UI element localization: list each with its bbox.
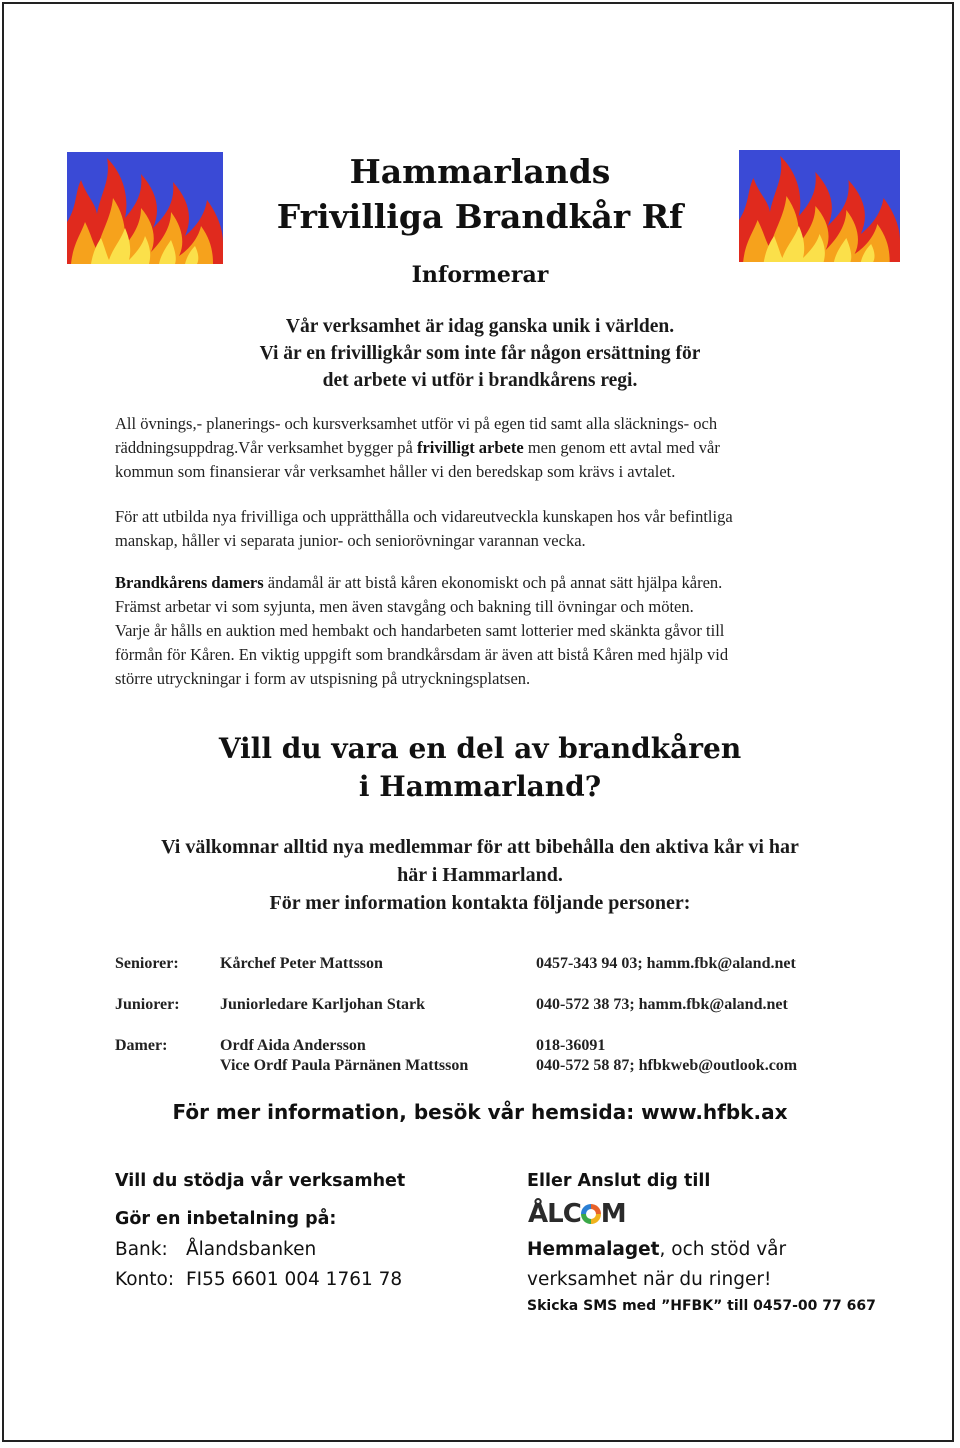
intro-line-2: Vi är en frivilligkår som inte får någon ersättning för <box>259 343 701 364</box>
p2-line-2: manskap, håller vi separata junior- och seniorövningar varannan vecka. <box>115 531 586 550</box>
welcome-line-2: här i Hammarland. <box>397 864 563 886</box>
alcom-line-1 <box>527 1239 786 1260</box>
p3-line-3: Varje år hålls en auktion med hembakt och handarbeten samt lotterier med skänkta gåvor till <box>115 621 725 640</box>
p3-emphasis: Brandkårens damers <box>115 573 264 592</box>
intro-line-1: Vår verksamhet är idag ganska unik i världen. <box>285 316 675 337</box>
contact-category: Seniorer: <box>115 955 179 972</box>
account-label: Konto: <box>115 1269 175 1290</box>
contact-phone: 040-572 58 87; hfbkweb@outlook.com <box>536 1057 798 1074</box>
bank-value: Ålandsbanken <box>186 1239 317 1260</box>
payment-heading: Gör en inbetalning på: <box>115 1209 337 1229</box>
contact-phone: 0457-343 94 03; hamm.fbk@aland.net <box>536 955 796 972</box>
alcom-logo-text: ÅLC <box>528 1199 581 1229</box>
p3-line-2: Främst arbetar vi som syjunta, men även stavgång och bakning till övningar och möten. <box>115 597 694 616</box>
p1-emphasis: frivilligt arbete <box>416 438 524 457</box>
alcom-emphasis: Hemmalaget <box>527 1239 660 1260</box>
contact-category: Juniorer: <box>115 996 180 1013</box>
p1-line-1: All övnings,- planerings- och kursverksamhet utför vi på egen tid samt alla släcknings- och <box>115 414 718 433</box>
p3-text: ändamål är att bistå kåren ekonomiskt och på annat sätt hjälpa kåren. <box>263 573 723 592</box>
recruit-line-1: Vill du vara en del av brandkåren <box>218 732 742 765</box>
p3-line-4: förmån för Kåren. En viktig uppgift som brandkårsdam är även att bistå Kåren med hjälp vid <box>115 645 729 664</box>
contact-name: Ordf Aida Andersson <box>220 1037 366 1054</box>
intro-line-3: det arbete vi utför i brandkårens regi. <box>322 370 638 391</box>
p2-line-1: För att utbilda nya frivilliga och upprätthålla och vidareutveckla kunskapen hos vår befintliga <box>115 507 733 526</box>
contact-name: Kårchef Peter Mattsson <box>220 955 383 972</box>
alcom-logo-text: M <box>600 1199 626 1229</box>
p1-text: men genom ett avtal med vår <box>523 438 720 457</box>
contact-name: Juniorledare Karljohan Stark <box>220 996 426 1013</box>
alcom-line-2: verksamhet när du ringer! <box>527 1269 772 1290</box>
title-line-1: Hammarlands <box>349 152 611 191</box>
welcome-line-1: Vi välkomnar alltid nya medlemmar för att bibehålla den aktiva kår vi har <box>161 836 799 858</box>
page-title <box>0 149 960 239</box>
alcom-logo <box>528 1199 626 1229</box>
alcom-heading: Eller Anslut dig till <box>527 1171 711 1191</box>
website-info: För mer information, besök vår hemsida: www.hfbk.ax <box>172 1100 788 1124</box>
contact-phone: 018-36091 <box>536 1037 606 1054</box>
p3-line-1 <box>115 571 855 595</box>
contact-category: Damer: <box>115 1037 168 1054</box>
p1-line-3: kommun som finansierar vår verksamhet håller vi den beredskap som krävs i avtalet. <box>115 462 676 481</box>
p1-text: räddningsuppdrag.Vår verksamhet bygger på <box>115 438 417 457</box>
paragraph-ladies <box>115 571 855 691</box>
alcom-text: , och stöd vår <box>659 1239 787 1260</box>
p3-line-5: större utryckningar i form av utspisning på utryckningsplatsen. <box>115 669 531 688</box>
welcome-line-3: För mer information kontakta följande personer: <box>269 892 691 914</box>
p1-line-2 <box>115 436 855 460</box>
contact-phone: 040-572 38 73; hamm.fbk@aland.net <box>536 996 788 1013</box>
account-value: FI55 6601 004 1761 78 <box>186 1269 403 1290</box>
alcom-ring-icon <box>581 1204 601 1224</box>
paragraph-training <box>115 505 855 553</box>
support-heading: Vill du stödja vår verksamhet <box>115 1171 406 1191</box>
contact-list <box>0 954 960 1084</box>
title-line-2: Frivilliga Brandkår Rf <box>276 197 684 236</box>
recruit-line-2: i Hammarland? <box>358 770 602 803</box>
sms-instruction: Skicka SMS med ”HFBK” till 0457-00 77 667 <box>527 1298 876 1314</box>
welcome-text <box>0 833 960 917</box>
contact-name: Vice Ordf Paula Pärnänen Mattsson <box>220 1057 469 1074</box>
subtitle: Informerar <box>411 262 549 288</box>
paragraph-volunteer-work <box>115 412 855 484</box>
intro-text <box>0 313 960 394</box>
recruit-heading <box>0 730 960 806</box>
bank-label: Bank: <box>115 1239 168 1260</box>
